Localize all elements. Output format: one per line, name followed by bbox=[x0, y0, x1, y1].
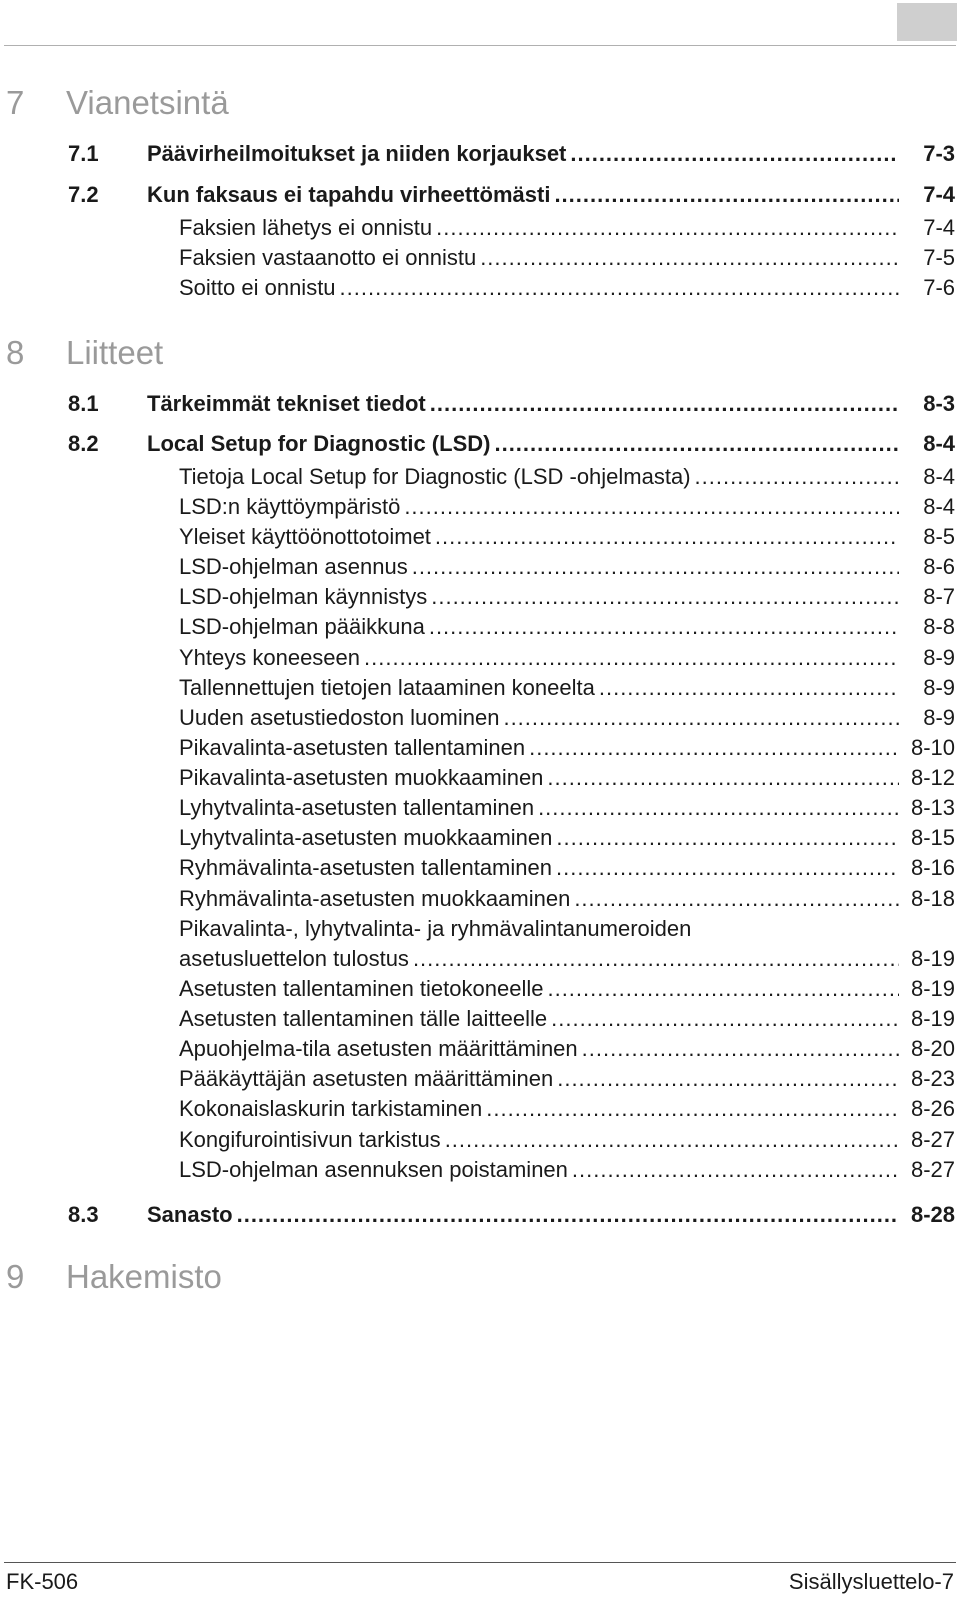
page-number: 8-27 bbox=[910, 1157, 955, 1182]
section-title: Päävirheilmoitukset ja niiden korjaukset bbox=[147, 141, 567, 166]
toc-subentry[interactable] bbox=[0, 612, 960, 642]
subentry-title: LSD:n käyttöympäristö bbox=[179, 494, 401, 519]
page-number: 8-5 bbox=[923, 524, 955, 549]
toc-subentry[interactable] bbox=[0, 763, 960, 793]
subentry-title: Asetusten tallentaminen tälle laitteelle bbox=[179, 1006, 548, 1031]
leader-dots bbox=[503, 703, 899, 733]
page-number: 8-23 bbox=[910, 1066, 955, 1091]
page-number: 8-9 bbox=[923, 645, 955, 670]
toc-subentry[interactable] bbox=[0, 1064, 960, 1094]
leader-dots bbox=[237, 1200, 899, 1230]
page-number: 8-13 bbox=[910, 795, 955, 820]
toc-section[interactable] bbox=[0, 180, 960, 210]
leader-dots bbox=[695, 462, 899, 492]
page-number: 7-3 bbox=[923, 141, 955, 166]
chapter-heading bbox=[6, 1258, 222, 1298]
toc-subentry[interactable] bbox=[0, 853, 960, 883]
leader-dots bbox=[364, 643, 899, 673]
leader-dots bbox=[554, 180, 899, 210]
leader-dots bbox=[494, 429, 899, 459]
subentry-title: Apuohjelma-tila asetusten määrittäminen bbox=[179, 1036, 578, 1061]
leader-dots bbox=[430, 389, 899, 419]
leader-dots bbox=[574, 884, 899, 914]
footer-divider bbox=[4, 1562, 956, 1563]
toc-subentry[interactable] bbox=[0, 273, 960, 303]
toc-subentry[interactable] bbox=[0, 1004, 960, 1034]
chapter-title: Vianetsintä bbox=[66, 84, 229, 121]
page-number: 8-19 bbox=[910, 1006, 955, 1031]
leader-dots bbox=[445, 1125, 899, 1155]
toc-subentry[interactable] bbox=[0, 582, 960, 612]
header-divider bbox=[4, 45, 956, 46]
page-number: 8-27 bbox=[910, 1127, 955, 1152]
toc-subentry[interactable] bbox=[0, 673, 960, 703]
subentry-title: Kongifurointisivun tarkistus bbox=[179, 1127, 441, 1152]
toc-subentry-wrapped-first-line[interactable] bbox=[0, 914, 960, 944]
leader-dots bbox=[538, 793, 899, 823]
page-number: 8-26 bbox=[910, 1096, 955, 1121]
page-number: 8-9 bbox=[923, 705, 955, 730]
leader-dots bbox=[404, 492, 899, 522]
page-number: 8-19 bbox=[910, 946, 955, 971]
page-number: 8-28 bbox=[910, 1202, 955, 1227]
chapter-heading bbox=[6, 334, 163, 374]
page-number: 8-3 bbox=[923, 391, 955, 416]
toc-subentry[interactable] bbox=[0, 793, 960, 823]
leader-dots bbox=[486, 1094, 899, 1124]
subentry-title: Yhteys koneeseen bbox=[179, 645, 361, 670]
section-number: 7.2 bbox=[68, 182, 99, 207]
leader-dots bbox=[570, 139, 899, 169]
subentry-title: Pikavalinta-asetusten tallentaminen bbox=[179, 735, 526, 760]
subentry-title: asetusluettelon tulostus bbox=[179, 946, 409, 971]
section-number: 8.1 bbox=[68, 391, 99, 416]
toc-subentry[interactable] bbox=[0, 1034, 960, 1064]
toc-subentry[interactable] bbox=[0, 823, 960, 853]
subentry-title: Soitto ei onnistu bbox=[179, 275, 336, 300]
toc-subentry[interactable] bbox=[0, 1094, 960, 1124]
leader-dots bbox=[557, 1064, 899, 1094]
subentry-title: Kokonaislaskurin tarkistaminen bbox=[179, 1096, 483, 1121]
leader-dots bbox=[429, 612, 899, 642]
chapter-number: 9 bbox=[6, 1258, 25, 1295]
footer-page-label: Sisällysluettelo-7 bbox=[788, 1569, 954, 1594]
page-number: 8-12 bbox=[910, 765, 955, 790]
subentry-title: LSD-ohjelman pääikkuna bbox=[179, 614, 425, 639]
toc-subentry[interactable] bbox=[0, 944, 960, 974]
page-number: 8-18 bbox=[910, 886, 955, 911]
toc-subentry[interactable] bbox=[0, 243, 960, 273]
subentry-title: Tallennettujen tietojen lataaminen koneelta bbox=[179, 675, 595, 700]
subentry-title: Asetusten tallentaminen tietokoneelle bbox=[179, 976, 544, 1001]
chapter-number: 8 bbox=[6, 334, 25, 371]
toc-subentry[interactable] bbox=[0, 552, 960, 582]
leader-dots bbox=[551, 1004, 899, 1034]
leader-dots bbox=[582, 1034, 899, 1064]
subentry-title: Uuden asetustiedoston luominen bbox=[179, 705, 500, 730]
page-number: 8-8 bbox=[923, 614, 955, 639]
leader-dots bbox=[572, 1155, 899, 1185]
leader-dots bbox=[413, 944, 899, 974]
section-number: 8.2 bbox=[68, 431, 99, 456]
leader-dots bbox=[435, 522, 899, 552]
footer-product-code: FK-506 bbox=[6, 1569, 79, 1594]
section-title: Kun faksaus ei tapahdu virheettömästi bbox=[147, 182, 551, 207]
leader-dots bbox=[480, 243, 899, 273]
toc-section[interactable] bbox=[0, 139, 960, 169]
subentry-title: LSD-ohjelman käynnistys bbox=[179, 584, 428, 609]
subentry-title: Lyhytvalinta-asetusten tallentaminen bbox=[179, 795, 535, 820]
leader-dots bbox=[431, 582, 899, 612]
page-number: 8-7 bbox=[923, 584, 955, 609]
section-title: Sanasto bbox=[147, 1202, 233, 1227]
page-number: 7-5 bbox=[923, 245, 955, 270]
subentry-title: Pikavalinta-asetusten muokkaaminen bbox=[179, 765, 544, 790]
leader-dots bbox=[340, 273, 899, 303]
leader-dots bbox=[547, 974, 899, 1004]
toc-subentry[interactable] bbox=[0, 213, 960, 243]
page-number: 7-6 bbox=[923, 275, 955, 300]
toc-section[interactable] bbox=[0, 1200, 960, 1230]
toc-subentry[interactable] bbox=[0, 462, 960, 492]
subentry-title: LSD-ohjelman asennuksen poistaminen bbox=[179, 1157, 568, 1182]
leader-dots bbox=[547, 763, 899, 793]
chapter-title: Hakemisto bbox=[66, 1258, 222, 1295]
chapter-title: Liitteet bbox=[66, 334, 164, 371]
page-number: 8-4 bbox=[923, 431, 955, 456]
leader-dots bbox=[556, 823, 899, 853]
subentry-title: Ryhmävalinta-asetusten muokkaaminen bbox=[179, 886, 571, 911]
chapter-heading bbox=[6, 84, 229, 124]
leader-dots bbox=[529, 733, 899, 763]
leader-dots bbox=[436, 213, 899, 243]
toc-subentry[interactable] bbox=[0, 884, 960, 914]
toc-section[interactable] bbox=[0, 429, 960, 459]
toc-subentry[interactable] bbox=[0, 1155, 960, 1185]
page-number: 8-4 bbox=[923, 464, 955, 489]
subentry-title: Lyhytvalinta-asetusten muokkaaminen bbox=[179, 825, 553, 850]
subentry-title: Pääkäyttäjän asetusten määrittäminen bbox=[179, 1066, 554, 1091]
toc-subentry[interactable] bbox=[0, 703, 960, 733]
section-number: 7.1 bbox=[68, 141, 99, 166]
page-number: 8-15 bbox=[910, 825, 955, 850]
toc-subentry[interactable] bbox=[0, 643, 960, 673]
leader-dots bbox=[412, 552, 899, 582]
toc-subentry[interactable] bbox=[0, 522, 960, 552]
section-title: Local Setup for Diagnostic (LSD) bbox=[147, 431, 491, 456]
page-number: 8-16 bbox=[910, 855, 955, 880]
section-number: 8.3 bbox=[68, 1202, 99, 1227]
toc-subentry[interactable] bbox=[0, 733, 960, 763]
toc-subentry[interactable] bbox=[0, 492, 960, 522]
page-number: 8-6 bbox=[923, 554, 955, 579]
subentry-title: Tietoja Local Setup for Diagnostic (LSD -ohjelmasta) bbox=[179, 464, 691, 489]
subentry-title: Faksien lähetys ei onnistu bbox=[179, 215, 433, 240]
section-title: Tärkeimmät tekniset tiedot bbox=[147, 391, 426, 416]
subentry-title: Ryhmävalinta-asetusten tallentaminen bbox=[179, 855, 552, 880]
subentry-title: LSD-ohjelman asennus bbox=[179, 554, 408, 579]
toc-section[interactable] bbox=[0, 389, 960, 419]
page-number: 7-4 bbox=[923, 182, 955, 207]
page-number: 8-20 bbox=[910, 1036, 955, 1061]
header-marker bbox=[897, 3, 957, 41]
subentry-title: Yleiset käyttöönottotoimet bbox=[179, 524, 431, 549]
page-number: 8-19 bbox=[910, 976, 955, 1001]
subentry-title: Faksien vastaanotto ei onnistu bbox=[179, 245, 477, 270]
leader-dots bbox=[599, 673, 899, 703]
toc-subentry[interactable] bbox=[0, 974, 960, 1004]
leader-dots bbox=[556, 853, 899, 883]
page-number: 8-9 bbox=[923, 675, 955, 700]
page-number: 8-4 bbox=[923, 494, 955, 519]
chapter-number: 7 bbox=[6, 84, 25, 121]
subentry-title: Pikavalinta-, lyhytvalinta- ja ryhmävalintanumeroiden bbox=[179, 916, 692, 941]
toc-subentry[interactable] bbox=[0, 1125, 960, 1155]
page-number: 8-10 bbox=[910, 735, 955, 760]
page-number: 7-4 bbox=[923, 215, 955, 240]
